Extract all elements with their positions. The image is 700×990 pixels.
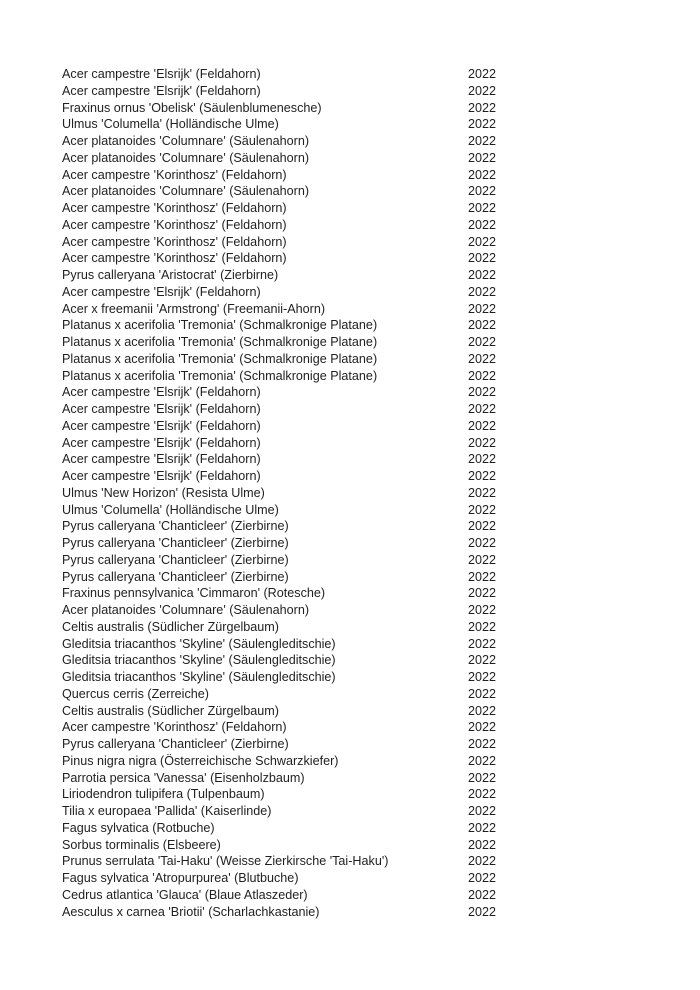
- species-name: Fraxinus ornus 'Obelisk' (Säulenblumenesche): [62, 100, 322, 115]
- planting-year: 2022: [468, 301, 497, 316]
- species-name: Acer platanoides 'Columnare' (Säulenahorn): [62, 603, 310, 617]
- planting-year: 2022: [468, 502, 497, 517]
- table-row: [62, 451, 622, 468]
- table-row: [62, 133, 622, 150]
- planting-year: 2022: [468, 435, 497, 450]
- planting-year: 2022: [468, 904, 497, 919]
- table-row: [62, 786, 622, 803]
- planting-year: 2022: [468, 871, 497, 885]
- table-row: [62, 150, 622, 167]
- planting-year: 2022: [468, 217, 497, 232]
- planting-year: 2022: [468, 837, 497, 852]
- planting-year: 2022: [468, 368, 497, 383]
- table-row: [62, 334, 622, 351]
- tree-list: [62, 66, 622, 920]
- planting-year: 2022: [468, 804, 497, 818]
- species-name: Fagus sylvatica (Rotbuche): [62, 820, 215, 835]
- planting-year: 2022: [468, 519, 497, 534]
- species-name: Acer campestre 'Korinthosz' (Feldahorn): [62, 217, 287, 232]
- species-name: Acer x freemanii 'Armstrong' (Freemanii-Ahorn): [62, 301, 326, 316]
- planting-year: 2022: [468, 636, 497, 651]
- table-row: [62, 569, 622, 586]
- table-row: [62, 636, 622, 653]
- species-name: Pyrus calleryana 'Chanticleer' (Zierbirne): [62, 519, 289, 534]
- species-name: Prunus serrulata 'Tai-Haku' (Weisse Zierkirsche 'Tai-Haku'): [62, 854, 389, 869]
- table-row: [62, 703, 622, 720]
- planting-year: 2022: [468, 485, 497, 500]
- table-row: [62, 267, 622, 284]
- table-row: [62, 652, 622, 669]
- table-row: [62, 535, 622, 552]
- species-name: Ulmus 'Columella' (Holländische Ulme): [62, 117, 279, 132]
- species-name: Acer platanoides 'Columnare' (Säulenahorn): [62, 184, 310, 199]
- planting-year: 2022: [468, 284, 497, 299]
- species-name: Acer campestre 'Elsrijk' (Feldahorn): [62, 67, 261, 81]
- species-name: Platanus x acerifolia 'Tremonia' (Schmalkronige Platane): [62, 368, 378, 383]
- species-name: Acer campestre 'Elsrijk' (Feldahorn): [62, 284, 261, 299]
- species-name: Pinus nigra nigra (Österreichische Schwarzkiefer): [62, 753, 339, 768]
- planting-year: 2022: [468, 251, 497, 266]
- planting-year: 2022: [468, 318, 497, 333]
- planting-year: 2022: [468, 335, 497, 349]
- table-row: [62, 770, 622, 787]
- planting-year: 2022: [468, 619, 497, 634]
- planting-year: 2022: [468, 703, 497, 718]
- planting-year: 2022: [468, 117, 497, 132]
- planting-year: 2022: [468, 351, 497, 366]
- table-row: [62, 468, 622, 485]
- species-name: Acer campestre 'Elsrijk' (Feldahorn): [62, 452, 261, 467]
- planting-year: 2022: [468, 67, 497, 81]
- species-name: Celtis australis (Südlicher Zürgelbaum): [62, 703, 279, 718]
- species-name: Sorbus torminalis (Elsbeere): [62, 837, 221, 852]
- species-name: Acer campestre 'Elsrijk' (Feldahorn): [62, 418, 261, 433]
- table-row: [62, 619, 622, 636]
- planting-year: 2022: [468, 385, 497, 400]
- planting-year: 2022: [468, 653, 497, 668]
- planting-year: 2022: [468, 586, 497, 601]
- planting-year: 2022: [468, 418, 497, 433]
- species-name: Quercus cerris (Zerreiche): [62, 686, 209, 701]
- species-name: Acer campestre 'Korinthosz' (Feldahorn): [62, 251, 287, 266]
- table-row: [62, 250, 622, 267]
- species-name: Pyrus calleryana 'Chanticleer' (Zierbirne): [62, 569, 289, 584]
- table-row: [62, 669, 622, 686]
- table-row: [62, 100, 622, 117]
- species-name: Acer campestre 'Elsrijk' (Feldahorn): [62, 402, 261, 416]
- table-row: [62, 217, 622, 234]
- species-name: Fraxinus pennsylvanica 'Cimmaron' (Rotesche): [62, 586, 326, 601]
- species-name: Ulmus 'Columella' (Holländische Ulme): [62, 502, 279, 517]
- table-row: [62, 301, 622, 318]
- table-row: [62, 820, 622, 837]
- species-name: Pyrus calleryana 'Chanticleer' (Zierbirne): [62, 536, 289, 550]
- table-row: [62, 904, 622, 921]
- planting-year: 2022: [468, 753, 497, 768]
- species-name: Acer campestre 'Korinthosz' (Feldahorn): [62, 201, 287, 215]
- table-row: [62, 518, 622, 535]
- planting-year: 2022: [468, 83, 497, 98]
- planting-year: 2022: [468, 184, 497, 199]
- species-name: Liriodendron tulipifera (Tulpenbaum): [62, 787, 265, 802]
- table-row: [62, 753, 622, 770]
- species-name: Acer platanoides 'Columnare' (Säulenahorn): [62, 134, 310, 148]
- table-row: [62, 870, 622, 887]
- species-name: Platanus x acerifolia 'Tremonia' (Schmalkronige Platane): [62, 318, 378, 333]
- planting-year: 2022: [468, 820, 497, 835]
- table-row: [62, 435, 622, 452]
- table-row: [62, 116, 622, 133]
- species-name: Acer campestre 'Elsrijk' (Feldahorn): [62, 385, 261, 400]
- planting-year: 2022: [468, 569, 497, 584]
- table-row: [62, 485, 622, 502]
- table-row: [62, 887, 622, 904]
- planting-year: 2022: [468, 670, 497, 684]
- table-row: [62, 585, 622, 602]
- table-row: [62, 351, 622, 368]
- table-row: [62, 66, 622, 83]
- table-row: [62, 401, 622, 418]
- planting-year: 2022: [468, 469, 497, 483]
- species-name: Pyrus calleryana 'Chanticleer' (Zierbirne): [62, 552, 289, 567]
- planting-year: 2022: [468, 201, 497, 215]
- species-name: Acer campestre 'Elsrijk' (Feldahorn): [62, 435, 261, 450]
- table-row: [62, 686, 622, 703]
- species-name: Platanus x acerifolia 'Tremonia' (Schmalkronige Platane): [62, 335, 378, 349]
- table-row: [62, 384, 622, 401]
- table-row: [62, 803, 622, 820]
- planting-year: 2022: [468, 234, 497, 249]
- species-name: Pyrus calleryana 'Aristocrat' (Zierbirne): [62, 268, 279, 282]
- table-row: [62, 234, 622, 251]
- table-row: [62, 183, 622, 200]
- planting-year: 2022: [468, 887, 497, 902]
- table-row: [62, 602, 622, 619]
- table-row: [62, 418, 622, 435]
- planting-year: 2022: [468, 770, 497, 785]
- species-name: Fagus sylvatica 'Atropurpurea' (Blutbuche): [62, 871, 299, 885]
- table-row: [62, 552, 622, 569]
- planting-year: 2022: [468, 737, 497, 751]
- table-row: [62, 719, 622, 736]
- species-name: Gleditsia triacanthos 'Skyline' (Säulengleditschie): [62, 670, 336, 684]
- table-row: [62, 502, 622, 519]
- species-name: Gleditsia triacanthos 'Skyline' (Säulengleditschie): [62, 636, 336, 651]
- planting-year: 2022: [468, 536, 497, 550]
- species-name: Acer campestre 'Korinthosz' (Feldahorn): [62, 720, 287, 735]
- species-name: Parrotia persica 'Vanessa' (Eisenholzbaum): [62, 770, 305, 785]
- planting-year: 2022: [468, 787, 497, 802]
- species-name: Gleditsia triacanthos 'Skyline' (Säulengleditschie): [62, 653, 336, 668]
- planting-year: 2022: [468, 552, 497, 567]
- planting-year: 2022: [468, 720, 497, 735]
- table-row: [62, 368, 622, 385]
- species-name: Pyrus calleryana 'Chanticleer' (Zierbirne): [62, 737, 289, 751]
- table-row: [62, 284, 622, 301]
- table-row: [62, 736, 622, 753]
- species-name: Ulmus 'New Horizon' (Resista Ulme): [62, 485, 265, 500]
- planting-year: 2022: [468, 452, 497, 467]
- planting-year: 2022: [468, 268, 497, 282]
- table-row: [62, 317, 622, 334]
- species-name: Tilia x europaea 'Pallida' (Kaiserlinde): [62, 804, 272, 818]
- planting-year: 2022: [468, 402, 497, 416]
- species-name: Cedrus atlantica 'Glauca' (Blaue Atlaszeder): [62, 887, 308, 902]
- table-row: [62, 83, 622, 100]
- planting-year: 2022: [468, 167, 497, 182]
- species-name: Aesculus x carnea 'Briotii' (Scharlachkastanie): [62, 904, 320, 919]
- species-name: Platanus x acerifolia 'Tremonia' (Schmalkronige Platane): [62, 351, 378, 366]
- planting-year: 2022: [468, 686, 497, 701]
- species-name: Celtis australis (Südlicher Zürgelbaum): [62, 619, 279, 634]
- species-name: Acer campestre 'Korinthosz' (Feldahorn): [62, 234, 287, 249]
- species-name: Acer campestre 'Elsrijk' (Feldahorn): [62, 469, 261, 483]
- planting-year: 2022: [468, 854, 497, 869]
- table-row: [62, 200, 622, 217]
- planting-year: 2022: [468, 150, 497, 165]
- table-row: [62, 837, 622, 854]
- planting-year: 2022: [468, 603, 497, 617]
- planting-year: 2022: [468, 134, 497, 148]
- table-row: [62, 167, 622, 184]
- species-name: Acer platanoides 'Columnare' (Säulenahorn): [62, 150, 310, 165]
- planting-year: 2022: [468, 100, 497, 115]
- table-row: [62, 853, 622, 870]
- species-name: Acer campestre 'Korinthosz' (Feldahorn): [62, 167, 287, 182]
- species-name: Acer campestre 'Elsrijk' (Feldahorn): [62, 83, 261, 98]
